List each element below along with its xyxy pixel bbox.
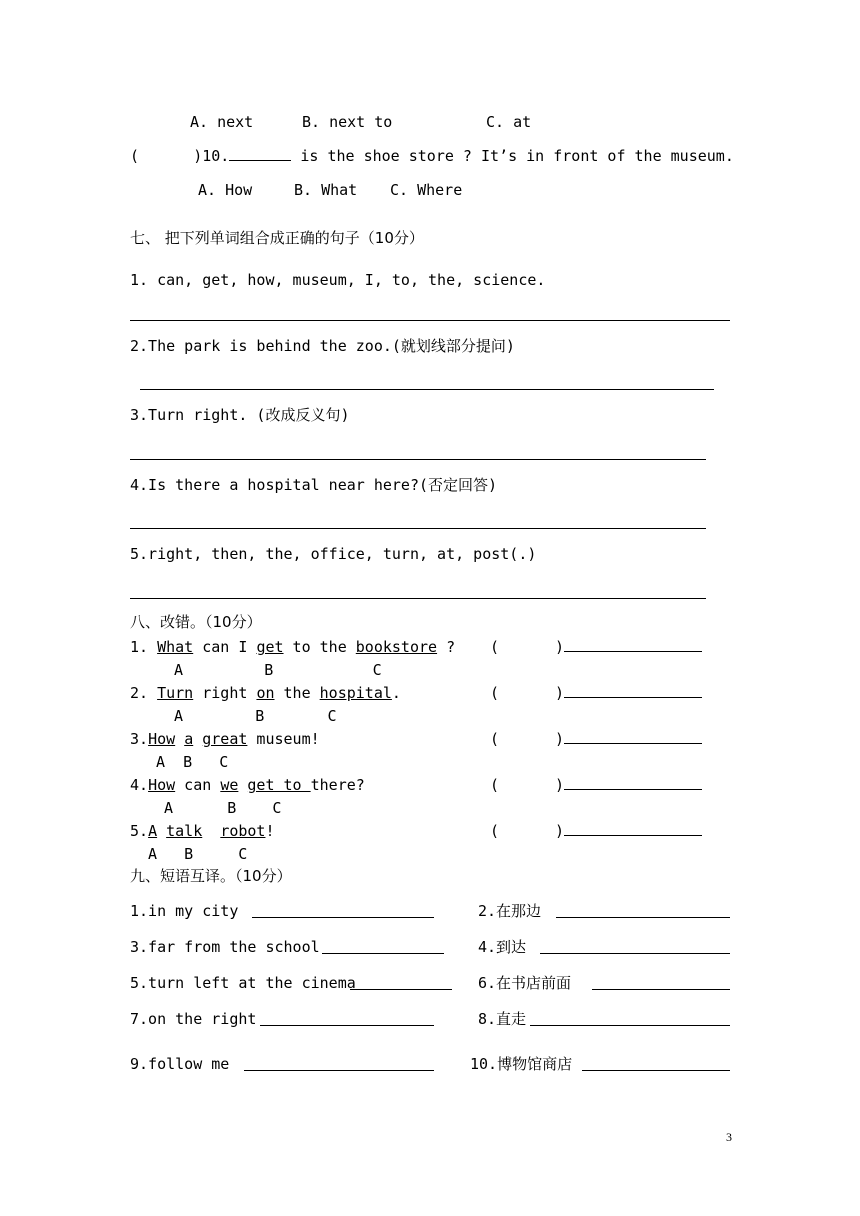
section7-item-3: 3.Turn right. (改成反义句)	[130, 406, 350, 424]
q9-option-b: B. next to	[302, 113, 393, 131]
section8-answer-5: ( )	[490, 821, 702, 841]
section8-answer-2: ( )	[490, 683, 702, 703]
section7-item-1: 1. can, get, how, museum, I, to, the, science.	[130, 271, 546, 289]
underlined-a: A	[148, 822, 158, 840]
section9-left-blank-1[interactable]	[252, 917, 434, 918]
section8-item-1: 1. What can I get to the bookstore ?	[130, 638, 456, 656]
section9-left-blank-5[interactable]	[244, 1070, 434, 1071]
section8-letters-1: A B C	[174, 661, 382, 679]
section7-item-4: 4.Is there a hospital near here?(否定回答)	[130, 476, 498, 494]
section9-right-5: 10.博物馆商店	[470, 1055, 573, 1073]
underlined-b: get	[256, 638, 284, 656]
section7-answer-line-1[interactable]	[130, 320, 730, 321]
section9-right-2: 4.到达	[478, 938, 527, 956]
section7-answer-line-5[interactable]	[130, 598, 706, 599]
underlined-b: we	[220, 776, 239, 794]
section9-left-blank-2[interactable]	[322, 953, 444, 954]
q10-answer-blank[interactable]	[229, 146, 291, 161]
underlined-c: great	[202, 730, 248, 748]
section9-right-1: 2.在那边	[478, 902, 542, 920]
correction-blank-3[interactable]	[564, 729, 702, 744]
underlined-c: hospital	[319, 684, 392, 702]
section8-item-3: 3.How a great museum!	[130, 730, 320, 748]
underlined-c: get to	[247, 776, 311, 794]
section9-right-blank-5[interactable]	[582, 1070, 730, 1071]
section9-right-blank-3[interactable]	[592, 989, 730, 990]
section9-right-blank-1[interactable]	[556, 917, 730, 918]
underlined-a: What	[157, 638, 194, 656]
q10-paren-close: )10.	[193, 147, 230, 165]
underlined-b: talk	[166, 822, 203, 840]
section9-right-4: 8.直走	[478, 1010, 527, 1028]
correction-blank-1[interactable]	[564, 637, 702, 652]
section8-letters-2: A B C	[174, 707, 337, 725]
q10-option-a: A. How	[198, 181, 253, 199]
q9-option-a: A. next	[190, 113, 254, 131]
underlined-c: robot	[220, 822, 266, 840]
section9-right-blank-2[interactable]	[540, 953, 730, 954]
section9-right-3: 6.在书店前面	[478, 974, 572, 992]
section7-answer-line-4[interactable]	[130, 528, 706, 529]
section7-item-2: 2.The park is behind the zoo.(就划线部分提问)	[130, 337, 515, 355]
section9-left-4: 7.on the right	[130, 1010, 257, 1028]
section9-heading: 九、短语互译。（10分）	[130, 867, 292, 885]
section8-letters-5: A B C	[148, 845, 248, 863]
section9-left-2: 3.far from the school	[130, 938, 320, 956]
section9-left-blank-4[interactable]	[260, 1025, 434, 1026]
underlined-c: bookstore	[355, 638, 438, 656]
underlined-a: How	[148, 730, 176, 748]
section8-item-5: 5.A talk robot!	[130, 822, 275, 840]
correction-blank-2[interactable]	[564, 683, 702, 698]
section8-item-2: 2. Turn right on the hospital.	[130, 684, 401, 702]
q10-option-b: B. What	[294, 181, 358, 199]
section9-left-blank-3[interactable]	[350, 989, 452, 990]
section8-answer-4: ( )	[490, 775, 702, 795]
section9-left-5: 9.follow me	[130, 1055, 230, 1073]
q10-text: is the shoe store ? It’s in front of the museum.	[300, 147, 734, 165]
q10-row	[130, 146, 734, 166]
section9-left-3: 5.turn left at the cinema	[130, 974, 356, 992]
section8-letters-4: A B C	[164, 799, 282, 817]
page-number: 3	[726, 1130, 732, 1144]
underlined-b: a	[184, 730, 194, 748]
section9-right-blank-4[interactable]	[530, 1025, 730, 1026]
section7-item-5: 5.right, then, the, office, turn, at, post(.)	[130, 545, 537, 563]
section8-item-4: 4.How can we get to there?	[130, 776, 365, 794]
section7-answer-line-2[interactable]	[140, 389, 714, 390]
correction-blank-4[interactable]	[564, 775, 702, 790]
section8-letters-3: A B C	[156, 753, 229, 771]
correction-blank-5[interactable]	[564, 821, 702, 836]
q10-option-c: C. Where	[390, 181, 463, 199]
section7-answer-line-3[interactable]	[130, 459, 706, 460]
q10-paren-open: (	[130, 147, 140, 165]
underlined-a: How	[148, 776, 176, 794]
underlined-b: on	[256, 684, 275, 702]
section8-answer-3: ( )	[490, 729, 702, 749]
underlined-a: Turn	[157, 684, 194, 702]
q9-option-c: C. at	[486, 113, 532, 131]
section9-left-1: 1.in my city	[130, 902, 239, 920]
section7-heading: 七、 把下列单词组合成正确的句子（10分）	[130, 229, 424, 247]
section8-answer-1: ( )	[490, 637, 702, 657]
section8-heading: 八、改错。（10分）	[130, 613, 262, 631]
